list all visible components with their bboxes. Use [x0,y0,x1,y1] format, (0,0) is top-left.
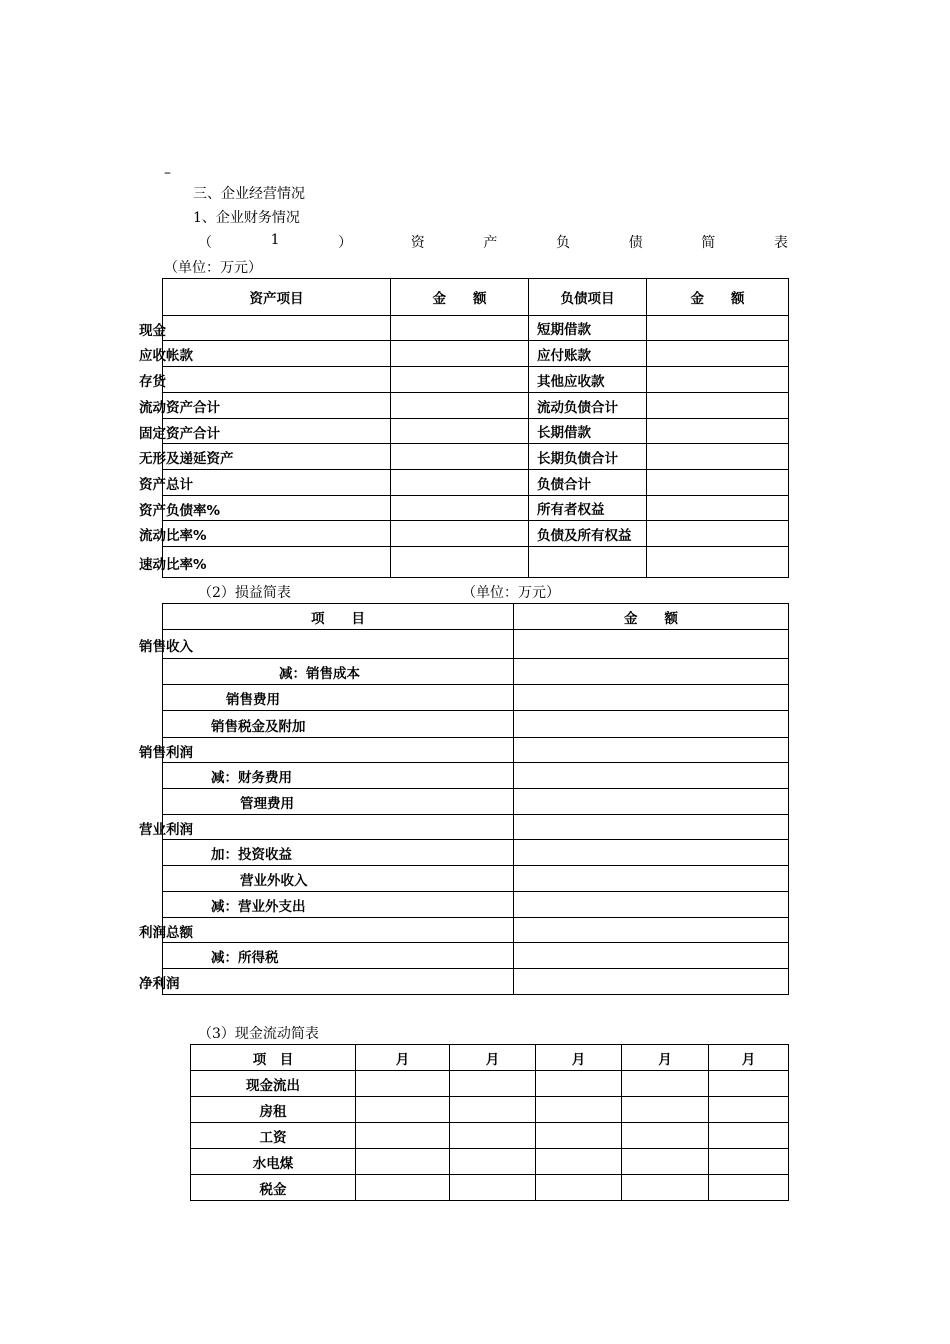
month-value-cell[interactable] [709,1071,789,1097]
header-month: 月 [709,1045,789,1071]
amount-cell[interactable] [391,367,529,393]
asset-item-label: 资产负债率% [139,502,221,519]
cash-item-cell: 现金流出 [191,1071,356,1097]
amount-cell[interactable] [514,763,789,789]
amount-cell[interactable] [514,815,789,840]
income-item-cell [163,630,514,659]
income-row [163,815,789,840]
income-title: （2）损益简表 [198,585,291,601]
income-row [163,659,789,685]
cash-item-cell: 房租 [191,1097,356,1123]
amount-cell[interactable] [514,789,789,815]
cash-flow-table [190,1044,789,1201]
income-item-label: 营业利润 [139,821,193,838]
month-value-cell[interactable] [622,1149,709,1175]
amount-cell[interactable] [391,444,529,470]
income-item-label: 营业外收入 [240,873,308,889]
balance-row [163,521,789,547]
liability-item-cell: 其他应收款 [529,367,647,393]
month-value-cell[interactable] [709,1149,789,1175]
amount-cell[interactable] [647,521,789,547]
header-month: 月 [356,1045,450,1071]
title-char: 1 [270,232,280,248]
income-item-label: 销售收入 [139,638,193,655]
income-row [163,630,789,659]
income-row [163,918,789,943]
income-item-label: 减：营业外支出 [211,899,306,915]
cash-item-cell: 工资 [191,1123,356,1149]
month-value-cell[interactable] [356,1071,450,1097]
cash-row [191,1097,789,1123]
income-row [163,969,789,995]
amount-cell[interactable] [647,444,789,470]
amount-cell[interactable] [514,659,789,685]
title-char: （ [198,235,212,251]
title-char: 简 [701,235,716,251]
asset-item-label: 固定资产合计 [139,425,220,442]
header-amount: 金 额 [391,279,529,316]
balance-sheet-title [198,232,788,252]
income-item-label: 减：所得税 [211,950,279,966]
title-char: 产 [483,235,498,251]
amount-cell[interactable] [514,685,789,711]
cash-row [191,1175,789,1201]
header-month: 月 [622,1045,709,1071]
header-item: 项 目 [191,1045,356,1071]
asset-item-label: 速动比率% [139,556,207,573]
month-value-cell[interactable] [356,1149,450,1175]
income-item-label: 管理费用 [240,796,294,812]
balance-row [163,393,789,419]
amount-cell[interactable] [391,341,529,367]
title-char: 资 [410,235,425,251]
income-item-label: 销售税金及附加 [211,718,306,735]
month-value-cell[interactable] [536,1175,622,1201]
liability-item-cell: 长期负债合计 [529,444,647,470]
amount-cell[interactable] [514,943,789,969]
amount-cell[interactable] [647,496,789,521]
asset-item-label: 流动比率% [139,528,207,544]
asset-item-cell [163,470,391,496]
amount-cell[interactable] [647,393,789,419]
month-value-cell[interactable] [450,1071,536,1097]
asset-item-cell [163,316,391,341]
cash-row [191,1149,789,1175]
amount-cell[interactable] [514,892,789,918]
title-char: 负 [556,235,571,251]
asset-item-label: 流动资产合计 [139,400,220,416]
amount-cell[interactable] [391,316,529,341]
liability-item-cell: 流动负债合计 [529,393,647,419]
balance-row [163,341,789,367]
cash-item-cell: 税金 [191,1175,356,1201]
balance-row [163,470,789,496]
liability-item-cell: 负债合计 [529,470,647,496]
header-month: 月 [536,1045,622,1071]
amount-cell[interactable] [514,969,789,995]
amount-cell[interactable] [391,521,529,547]
month-value-cell[interactable] [356,1175,450,1201]
month-value-cell[interactable] [622,1123,709,1149]
asset-item-cell [163,367,391,393]
month-value-cell[interactable] [356,1123,450,1149]
income-item-label: 销售费用 [226,692,280,708]
section-heading: 三、企业经营情况 [193,186,305,202]
month-value-cell[interactable] [450,1097,536,1123]
amount-cell[interactable] [647,470,789,496]
amount-cell[interactable] [391,393,529,419]
cash-row [191,1071,789,1097]
balance-row [163,419,789,444]
amount-cell[interactable] [514,711,789,738]
income-item-cell [163,685,514,711]
income-item-cell [163,815,514,840]
month-value-cell[interactable] [450,1175,536,1201]
asset-item-label: 应收帐款 [139,348,193,364]
asset-item-label: 存货 [139,374,166,390]
income-item-cell [163,866,514,892]
month-value-cell[interactable] [356,1097,450,1123]
section-subheading: 1、企业财务情况 [193,210,300,226]
liability-item-cell [529,547,647,578]
month-value-cell[interactable] [622,1175,709,1201]
income-row [163,738,789,763]
income-item-label: 减：销售成本 [279,666,360,682]
month-value-cell[interactable] [536,1097,622,1123]
asset-item-cell [163,341,391,367]
header-liability-item: 负债项目 [529,279,647,316]
amount-cell[interactable] [647,547,789,578]
amount-cell[interactable] [514,840,789,866]
income-item-cell [163,789,514,815]
amount-cell[interactable] [647,316,789,341]
amount-cell[interactable] [391,419,529,444]
amount-cell[interactable] [647,367,789,393]
header-amount: 金 额 [647,279,789,316]
amount-cell[interactable] [391,470,529,496]
month-value-cell[interactable] [536,1123,622,1149]
liability-item-cell: 短期借款 [529,316,647,341]
month-value-cell[interactable] [622,1097,709,1123]
month-value-cell[interactable] [536,1149,622,1175]
income-item-cell [163,738,514,763]
header-item: 项 目 [163,604,514,630]
month-value-cell[interactable] [536,1071,622,1097]
amount-cell[interactable] [391,496,529,521]
amount-cell[interactable] [391,547,529,578]
liability-item-cell: 应付账款 [529,341,647,367]
cash-title: （3）现金流动简表 [198,1026,319,1042]
amount-cell[interactable] [514,738,789,763]
income-item-label: 净利润 [139,976,180,992]
month-value-cell[interactable] [709,1097,789,1123]
month-value-cell[interactable] [709,1123,789,1149]
income-item-label: 利润总额 [139,924,193,941]
month-value-cell[interactable] [450,1149,536,1175]
asset-item-label: 现金 [139,322,166,339]
cash-row [191,1123,789,1149]
month-value-cell[interactable] [709,1175,789,1201]
liability-item-cell: 负债及所有权益 [529,521,647,547]
liability-item-cell: 所有者权益 [529,496,647,521]
amount-cell[interactable] [647,341,789,367]
income-item-label: 加：投资收益 [211,847,292,863]
income-item-cell [163,969,514,995]
month-value-cell[interactable] [450,1123,536,1149]
asset-item-label: 资产总计 [139,477,193,493]
amount-cell[interactable] [514,630,789,659]
balance-row [163,444,789,470]
header-month: 月 [450,1045,536,1071]
amount-cell[interactable] [514,918,789,943]
income-item-cell [163,918,514,943]
amount-cell[interactable] [514,866,789,892]
header-amount: 金 额 [514,604,789,630]
month-value-cell[interactable] [622,1071,709,1097]
title-char: 债 [628,235,643,251]
balance-sheet-table [162,278,789,578]
cash-item-cell: 水电煤 [191,1149,356,1175]
balance-unit: （单位：万元） [164,260,262,276]
income-unit: （单位：万元） [462,585,560,601]
header-asset-item: 资产项目 [163,279,391,316]
income-item-label: 销售利润 [139,744,193,761]
income-item-label: 减：财务费用 [211,770,292,786]
balance-row [163,496,789,521]
balance-row [163,367,789,393]
balance-row [163,547,789,578]
liability-item-cell: 长期借款 [529,419,647,444]
amount-cell[interactable] [647,419,789,444]
title-char: ） [338,235,353,251]
balance-row [163,316,789,341]
top-mark: – [164,165,171,181]
asset-item-label: 无形及递延资产 [139,451,234,467]
title-char: 表 [773,235,788,251]
